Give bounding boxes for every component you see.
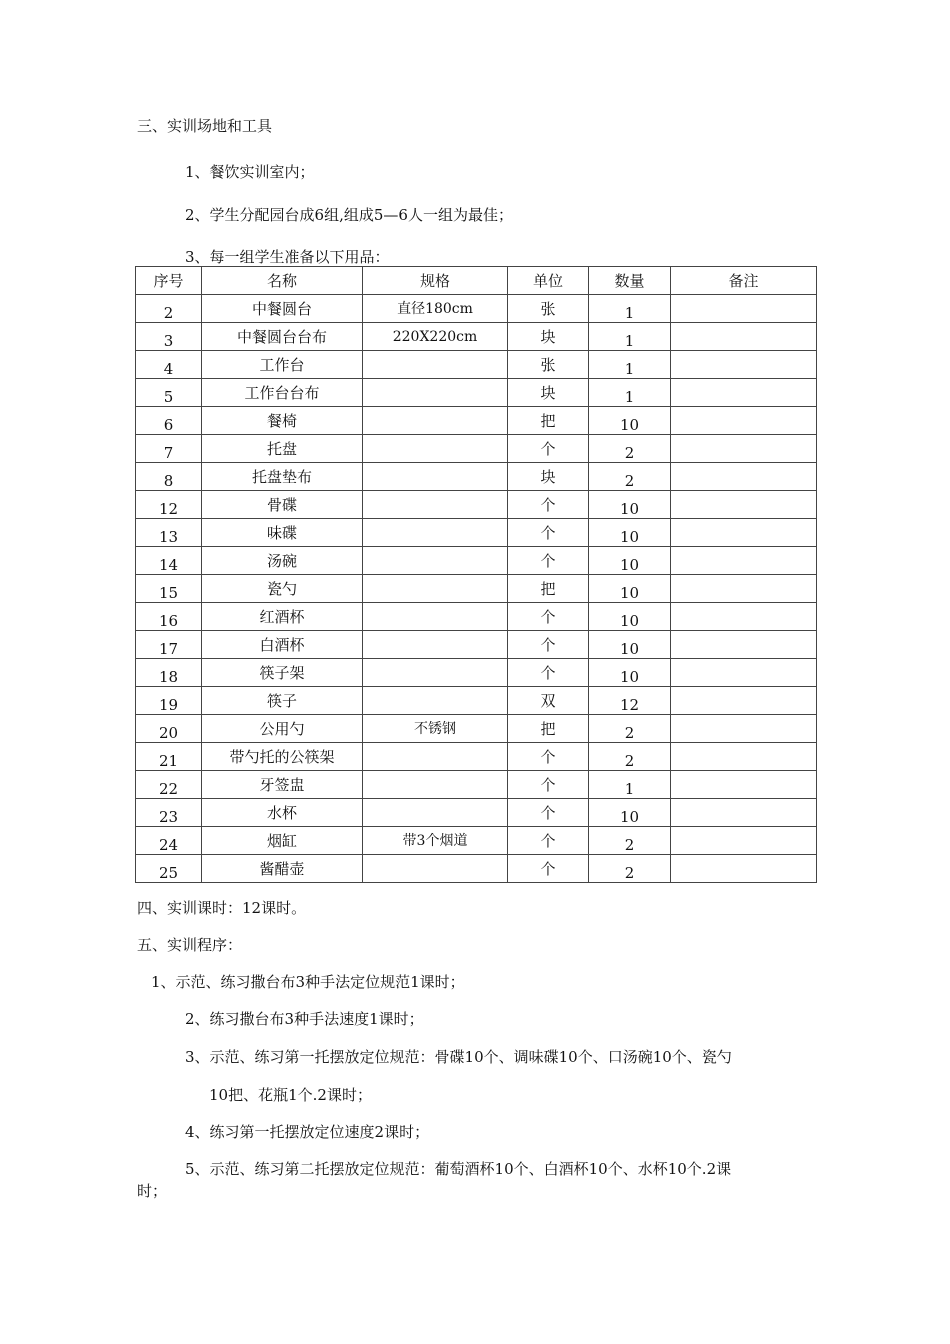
section3-item-1: 1、餐饮实训室内； xyxy=(185,163,315,181)
cell-spec xyxy=(363,687,508,715)
cell-spec xyxy=(363,351,508,379)
cell-remark xyxy=(671,547,817,575)
cell-name: 托盘 xyxy=(202,435,363,463)
cell-unit: 张 xyxy=(508,351,589,379)
cell-index: 21 xyxy=(136,743,202,771)
cell-name: 水杯 xyxy=(202,799,363,827)
cell-quantity: 2 xyxy=(589,855,671,883)
cell-index: 13 xyxy=(136,519,202,547)
cell-remark xyxy=(671,743,817,771)
cell-quantity: 2 xyxy=(589,435,671,463)
section5-item-5: 5、示范、练习第二托摆放定位规范：葡萄酒杯10个、白酒杯10个、水杯10个.2课 xyxy=(185,1160,732,1178)
table-row xyxy=(136,855,817,883)
cell-index: 6 xyxy=(136,407,202,435)
table-row xyxy=(136,463,817,491)
cell-remark xyxy=(671,659,817,687)
table-body xyxy=(136,295,817,883)
cell-unit: 双 xyxy=(508,687,589,715)
cell-name: 汤碗 xyxy=(202,547,363,575)
cell-spec xyxy=(363,575,508,603)
cell-spec xyxy=(363,435,508,463)
cell-index: 17 xyxy=(136,631,202,659)
section5-item-2: 2、练习撒台布3种手法速度1课时； xyxy=(185,1010,424,1028)
cell-spec: 直径180cm xyxy=(363,295,508,323)
cell-quantity: 10 xyxy=(589,603,671,631)
cell-quantity: 1 xyxy=(589,351,671,379)
cell-unit: 把 xyxy=(508,575,589,603)
cell-remark xyxy=(671,295,817,323)
cell-remark xyxy=(671,351,817,379)
table-row xyxy=(136,351,817,379)
section4-heading: 四、实训课时：12课时。 xyxy=(137,899,307,917)
cell-unit: 个 xyxy=(508,827,589,855)
table-row xyxy=(136,519,817,547)
table-row xyxy=(136,547,817,575)
cell-unit: 块 xyxy=(508,323,589,351)
table-row xyxy=(136,659,817,687)
header-remark: 备注 xyxy=(671,267,817,295)
cell-index: 25 xyxy=(136,855,202,883)
table-row xyxy=(136,407,817,435)
cell-remark xyxy=(671,463,817,491)
cell-spec xyxy=(363,771,508,799)
table-row xyxy=(136,435,817,463)
cell-remark xyxy=(671,687,817,715)
cell-name: 公用勺 xyxy=(202,715,363,743)
cell-name: 工作台台布 xyxy=(202,379,363,407)
cell-name: 筷子 xyxy=(202,687,363,715)
table-row xyxy=(136,295,817,323)
section3-item-2: 2、学生分配园台成6组,组成5—6人一组为最佳； xyxy=(185,206,513,224)
table-row xyxy=(136,715,817,743)
section5-item-3: 3、示范、练习第一托摆放定位规范：骨碟10个、调味碟10个、口汤碗10个、瓷勺 xyxy=(185,1048,732,1066)
cell-quantity: 1 xyxy=(589,771,671,799)
cell-remark xyxy=(671,575,817,603)
cell-name: 牙签盅 xyxy=(202,771,363,799)
cell-index: 3 xyxy=(136,323,202,351)
cell-quantity: 10 xyxy=(589,491,671,519)
cell-name: 红酒杯 xyxy=(202,603,363,631)
cell-unit: 个 xyxy=(508,743,589,771)
table-row xyxy=(136,827,817,855)
cell-spec xyxy=(363,491,508,519)
cell-quantity: 1 xyxy=(589,323,671,351)
cell-remark xyxy=(671,519,817,547)
supplies-table xyxy=(135,266,817,883)
table-row xyxy=(136,379,817,407)
cell-spec xyxy=(363,631,508,659)
cell-unit: 块 xyxy=(508,379,589,407)
cell-name: 工作台 xyxy=(202,351,363,379)
cell-remark xyxy=(671,491,817,519)
header-index: 序号 xyxy=(136,267,202,295)
cell-unit: 个 xyxy=(508,659,589,687)
cell-name: 餐椅 xyxy=(202,407,363,435)
cell-spec xyxy=(363,463,508,491)
cell-name: 酱醋壶 xyxy=(202,855,363,883)
cell-unit: 个 xyxy=(508,799,589,827)
cell-remark xyxy=(671,379,817,407)
cell-spec: 带3个烟道 xyxy=(363,827,508,855)
cell-remark xyxy=(671,323,817,351)
cell-name: 骨碟 xyxy=(202,491,363,519)
section5-item-3-cont: 10把、花瓶1个.2课时； xyxy=(209,1086,372,1104)
cell-unit: 把 xyxy=(508,407,589,435)
table-row xyxy=(136,491,817,519)
cell-index: 12 xyxy=(136,491,202,519)
cell-quantity: 1 xyxy=(589,295,671,323)
cell-index: 15 xyxy=(136,575,202,603)
cell-quantity: 2 xyxy=(589,715,671,743)
cell-quantity: 2 xyxy=(589,463,671,491)
cell-name: 托盘垫布 xyxy=(202,463,363,491)
cell-index: 8 xyxy=(136,463,202,491)
cell-index: 19 xyxy=(136,687,202,715)
table-row xyxy=(136,575,817,603)
section3-heading: 三、实训场地和工具 xyxy=(137,117,273,135)
cell-index: 18 xyxy=(136,659,202,687)
cell-remark xyxy=(671,631,817,659)
cell-name: 瓷勺 xyxy=(202,575,363,603)
cell-quantity: 10 xyxy=(589,799,671,827)
cell-remark xyxy=(671,799,817,827)
cell-unit: 个 xyxy=(508,435,589,463)
table-row xyxy=(136,799,817,827)
cell-quantity: 1 xyxy=(589,379,671,407)
cell-name: 筷子架 xyxy=(202,659,363,687)
cell-quantity: 10 xyxy=(589,547,671,575)
cell-quantity: 12 xyxy=(589,687,671,715)
header-quantity: 数量 xyxy=(589,267,671,295)
cell-name: 烟缸 xyxy=(202,827,363,855)
cell-unit: 个 xyxy=(508,547,589,575)
section3-item-3: 3、每一组学生准备以下用品： xyxy=(185,248,390,266)
cell-spec: 220X220cm xyxy=(363,323,508,351)
cell-index: 22 xyxy=(136,771,202,799)
cell-remark xyxy=(671,715,817,743)
cell-unit: 个 xyxy=(508,491,589,519)
cell-remark xyxy=(671,827,817,855)
cell-spec xyxy=(363,855,508,883)
cell-spec xyxy=(363,407,508,435)
cell-unit: 张 xyxy=(508,295,589,323)
cell-unit: 个 xyxy=(508,603,589,631)
cell-quantity: 10 xyxy=(589,575,671,603)
cell-quantity: 10 xyxy=(589,659,671,687)
cell-spec xyxy=(363,547,508,575)
cell-index: 2 xyxy=(136,295,202,323)
cell-quantity: 2 xyxy=(589,827,671,855)
cell-remark xyxy=(671,407,817,435)
cell-unit: 个 xyxy=(508,771,589,799)
table-row xyxy=(136,687,817,715)
section5-item-1: 1、示范、练习撒台布3种手法定位规范1课时； xyxy=(151,973,465,991)
cell-spec: 不锈钢 xyxy=(363,715,508,743)
cell-remark xyxy=(671,435,817,463)
cell-remark xyxy=(671,771,817,799)
cell-spec xyxy=(363,379,508,407)
cell-index: 4 xyxy=(136,351,202,379)
cell-quantity: 10 xyxy=(589,407,671,435)
cell-index: 23 xyxy=(136,799,202,827)
cell-spec xyxy=(363,743,508,771)
cell-name: 带勺托的公筷架 xyxy=(202,743,363,771)
table-row xyxy=(136,743,817,771)
cell-name: 中餐圆台台布 xyxy=(202,323,363,351)
section5-item-5-cont: 时； xyxy=(137,1182,168,1200)
table-header-row xyxy=(136,267,817,295)
cell-index: 14 xyxy=(136,547,202,575)
cell-quantity: 10 xyxy=(589,631,671,659)
cell-spec xyxy=(363,659,508,687)
cell-unit: 块 xyxy=(508,463,589,491)
cell-index: 16 xyxy=(136,603,202,631)
cell-name: 白酒杯 xyxy=(202,631,363,659)
cell-name: 味碟 xyxy=(202,519,363,547)
cell-unit: 把 xyxy=(508,715,589,743)
table-row xyxy=(136,631,817,659)
table-row xyxy=(136,771,817,799)
cell-quantity: 2 xyxy=(589,743,671,771)
cell-index: 7 xyxy=(136,435,202,463)
cell-index: 20 xyxy=(136,715,202,743)
cell-unit: 个 xyxy=(508,631,589,659)
section5-item-4: 4、练习第一托摆放定位速度2课时； xyxy=(185,1123,430,1141)
cell-remark xyxy=(671,603,817,631)
cell-spec xyxy=(363,603,508,631)
table-row xyxy=(136,323,817,351)
cell-unit: 个 xyxy=(508,855,589,883)
cell-unit: 个 xyxy=(508,519,589,547)
cell-name: 中餐圆台 xyxy=(202,295,363,323)
header-name: 名称 xyxy=(202,267,363,295)
table-row xyxy=(136,603,817,631)
cell-spec xyxy=(363,519,508,547)
section5-heading: 五、实训程序： xyxy=(137,936,243,954)
cell-spec xyxy=(363,799,508,827)
cell-quantity: 10 xyxy=(589,519,671,547)
cell-remark xyxy=(671,855,817,883)
cell-index: 24 xyxy=(136,827,202,855)
header-spec: 规格 xyxy=(363,267,508,295)
header-unit: 单位 xyxy=(508,267,589,295)
cell-index: 5 xyxy=(136,379,202,407)
